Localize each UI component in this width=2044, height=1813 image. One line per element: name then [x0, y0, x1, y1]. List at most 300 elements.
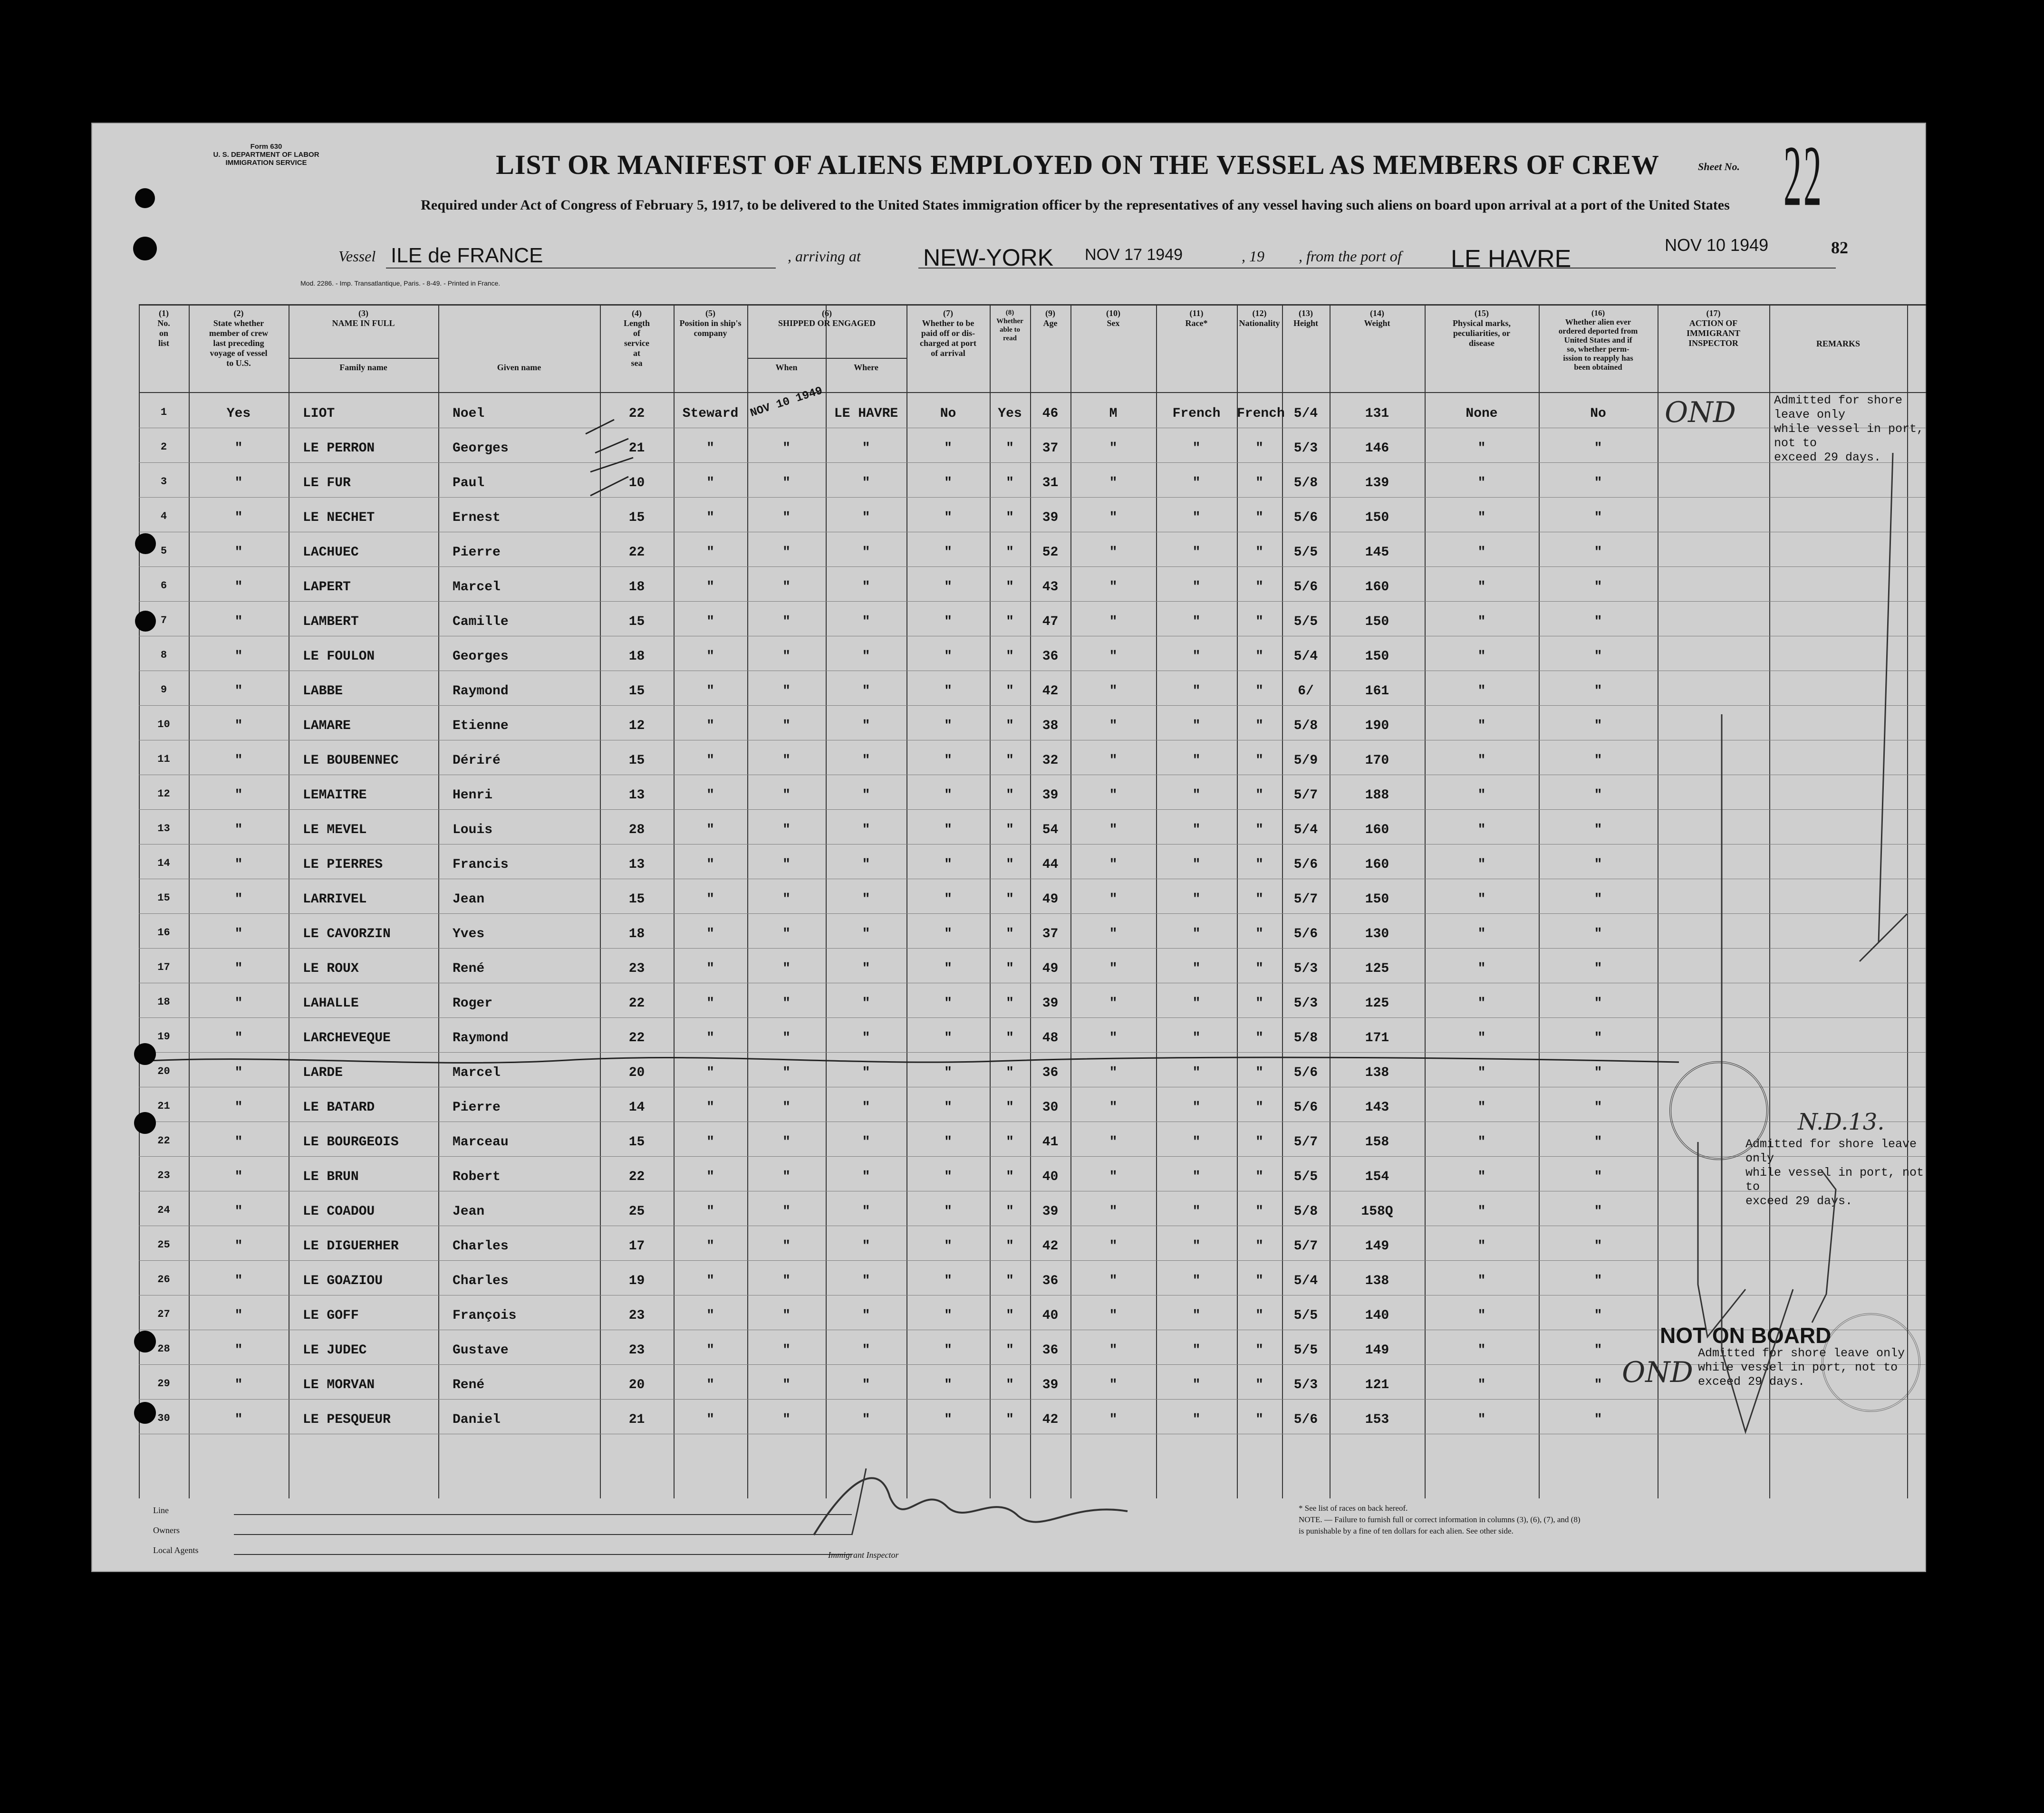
cell-position: " [706, 580, 714, 595]
cell-family: LE PERRON [303, 441, 375, 456]
manifest-footer [139, 1497, 1926, 1572]
cell-when: " [782, 823, 791, 837]
cell-position: " [706, 892, 714, 907]
cell-where: LE HAVRE [834, 406, 898, 421]
cell-nationality: " [1255, 476, 1263, 490]
sheet-extra-number: 82 [1831, 238, 1848, 257]
cell-nationality: " [1255, 1135, 1263, 1150]
cell-position: Steward [682, 406, 739, 421]
cell-given: Georges [453, 441, 509, 456]
cell-marks: " [1477, 996, 1486, 1011]
cell-height: 5/5 [1293, 614, 1318, 629]
cell-weight: 146 [1365, 441, 1389, 456]
cell-weight: 149 [1365, 1343, 1389, 1358]
cell-family: LARCHEVEQUE [303, 1031, 391, 1046]
cell-prev: " [234, 1274, 243, 1288]
cell-paid: " [944, 1170, 952, 1184]
cell-age: 30 [1042, 1100, 1059, 1115]
cell-age: 40 [1042, 1308, 1059, 1323]
cell-family: LE COADOU [303, 1204, 375, 1219]
cell-no: 3 [160, 476, 167, 488]
cell-family: LABBE [303, 684, 343, 699]
cell-given: Georges [453, 649, 509, 664]
cell-marks: " [1477, 476, 1486, 490]
cell-given: Robert [453, 1170, 501, 1184]
cell-height: 5/6 [1293, 857, 1318, 872]
cell-race: " [1192, 684, 1201, 699]
cell-when: " [782, 1378, 791, 1392]
cell-no: 24 [157, 1204, 170, 1216]
cell-position: " [706, 1378, 714, 1392]
cell-given: René [453, 1378, 485, 1392]
vessel-name: ILE de FRANCE [391, 244, 543, 267]
cell-race: " [1192, 927, 1201, 941]
cell-service: 14 [628, 1100, 645, 1115]
cell-read: " [1006, 476, 1014, 490]
cell-when: " [782, 961, 791, 976]
cell-given: Dériré [453, 753, 501, 768]
cell-age: 49 [1042, 892, 1059, 907]
cell-sex: " [1109, 1378, 1118, 1392]
cell-no: 22 [157, 1135, 170, 1147]
cell-read: " [1006, 1343, 1014, 1358]
cell-given: Francis [453, 857, 509, 872]
cell-deported: " [1594, 927, 1602, 941]
cell-weight: 150 [1365, 649, 1389, 664]
cell-given: Roger [453, 996, 493, 1011]
cell-paid: " [944, 1308, 952, 1323]
cell-age: 40 [1042, 1170, 1059, 1184]
cell-height: 5/4 [1293, 1274, 1318, 1288]
cell-nationality: " [1255, 545, 1263, 560]
cell-height: 6/ [1298, 684, 1314, 699]
cell-family: LE ROUX [303, 961, 359, 976]
cell-nationality: " [1255, 892, 1263, 907]
cell-family: LAMBERT [303, 614, 359, 629]
cell-no: 17 [157, 961, 170, 973]
cell-no: 29 [157, 1378, 170, 1390]
cell-nationality: French [1237, 406, 1285, 421]
cell-weight: 143 [1365, 1100, 1389, 1115]
cell-read: " [1006, 441, 1014, 456]
cell-sex: " [1109, 1031, 1118, 1046]
cell-weight: 150 [1365, 614, 1389, 629]
cell-paid: " [944, 614, 952, 629]
cell-race: " [1192, 1308, 1201, 1323]
cell-no: 25 [157, 1239, 170, 1251]
cell-height: 5/7 [1293, 1239, 1318, 1254]
cell-no: 9 [160, 684, 167, 696]
cell-when: " [782, 614, 791, 629]
departure-date: NOV 10 1949 [1665, 235, 1769, 255]
cell-no: 26 [157, 1274, 170, 1285]
cell-where: " [862, 580, 870, 595]
cell-given: Daniel [453, 1412, 501, 1427]
cell-when: " [782, 996, 791, 1011]
cell-weight: 145 [1365, 545, 1389, 560]
cell-height: 5/5 [1293, 1343, 1318, 1358]
cell-when: " [782, 753, 791, 768]
cell-prev: " [234, 961, 243, 976]
col-header-prev-voyage: (2) State whether member of crew last preceding voyage of vessel to U.S. [209, 308, 269, 368]
cell-height: 5/4 [1293, 823, 1318, 837]
cell-nationality: " [1255, 1204, 1263, 1219]
cell-age: 42 [1042, 1412, 1059, 1427]
cell-given: Louis [453, 823, 493, 837]
cell-weight: 160 [1365, 823, 1389, 837]
cell-given: Noel [453, 406, 485, 421]
cell-weight: 121 [1365, 1378, 1389, 1392]
cell-weight: 158Q [1361, 1204, 1393, 1219]
cell-age: 44 [1042, 857, 1059, 872]
cell-no: 12 [157, 788, 170, 800]
cell-read: " [1006, 649, 1014, 664]
handwritten-note: N.D.13. [1798, 1109, 1885, 1135]
cell-when: " [782, 441, 791, 456]
cell-prev: " [234, 1065, 243, 1080]
cell-age: 36 [1042, 1343, 1059, 1358]
arriving-port: NEW-YORK [923, 244, 1054, 271]
cell-where: " [862, 892, 870, 907]
cell-family: LACHUEC [303, 545, 359, 560]
cell-position: " [706, 1100, 714, 1115]
col-header-nationality: (12) Nationality [1239, 308, 1280, 328]
cell-family: LEMAITRE [303, 788, 367, 803]
cell-paid: " [944, 1204, 952, 1219]
cell-when: " [782, 1343, 791, 1358]
cell-where: " [862, 1100, 870, 1115]
cell-paid: " [944, 1135, 952, 1150]
cell-where: " [862, 1239, 870, 1254]
cell-where: " [862, 441, 870, 456]
inspector-initials: OND [1622, 1356, 1693, 1389]
year-label: , 19 [1242, 248, 1264, 265]
cell-nationality: " [1255, 1239, 1263, 1254]
cell-race: " [1192, 961, 1201, 976]
cell-paid: " [944, 961, 952, 976]
cell-deported: " [1594, 614, 1602, 629]
cell-height: 5/6 [1293, 510, 1318, 525]
cell-no: 5 [160, 545, 167, 557]
cell-prev: " [234, 823, 243, 837]
cell-height: 5/3 [1293, 996, 1318, 1011]
cell-read: " [1006, 1308, 1014, 1323]
required-text: Required under Act of Congress of February 5, 1917, to be delivered to the United States immigration officer by the representatives of any vessel having such aliens on board upon arrival at a port of the United States [421, 197, 1730, 213]
cell-weight: 150 [1365, 510, 1389, 525]
cell-race: " [1192, 719, 1201, 733]
punch-hole [135, 533, 156, 554]
cell-family: LAMARE [303, 719, 351, 733]
col-header-service: (4) Length of service at sea [623, 308, 650, 368]
cell-given: Henri [453, 788, 493, 803]
cell-sex: " [1109, 892, 1118, 907]
cell-where: " [862, 1378, 870, 1392]
cell-family: LE PESQUEUR [303, 1412, 391, 1427]
cell-family: LARRIVEL [303, 892, 367, 907]
cell-age: 47 [1042, 614, 1059, 629]
cell-paid: " [944, 441, 952, 456]
cell-prev: " [234, 1170, 243, 1184]
cell-where: " [862, 1412, 870, 1427]
cell-race: " [1192, 823, 1201, 837]
cell-family: LE MEVEL [303, 823, 367, 837]
col-header-inspector-action: (17) ACTION OF IMMIGRANT INSPECTOR [1687, 308, 1740, 348]
from-port: LE HAVRE [1451, 245, 1572, 273]
cell-race: " [1192, 1100, 1201, 1115]
cell-position: " [706, 545, 714, 560]
cell-paid: " [944, 996, 952, 1011]
cell-prev: " [234, 892, 243, 907]
cell-paid: " [944, 823, 952, 837]
cell-no: 10 [157, 719, 170, 730]
cell-where: " [862, 545, 870, 560]
cell-prev: " [234, 441, 243, 456]
cell-weight: 160 [1365, 580, 1389, 595]
cell-no: 16 [157, 927, 170, 939]
cell-race: French [1172, 406, 1221, 421]
cell-when: " [782, 684, 791, 699]
cell-prev: " [234, 1135, 243, 1150]
cell-given: François [453, 1308, 517, 1323]
cell-position: " [706, 684, 714, 699]
cell-paid: " [944, 1412, 952, 1427]
cell-nationality: " [1255, 857, 1263, 872]
cell-height: 5/5 [1293, 1308, 1318, 1323]
cell-no: 13 [157, 823, 170, 835]
cell-prev: " [234, 1343, 243, 1358]
cell-paid: " [944, 1378, 952, 1392]
punch-hole [134, 1331, 156, 1353]
col-header-weight: (14) Weight [1364, 308, 1390, 328]
cell-sex: " [1109, 753, 1118, 768]
cell-sex: " [1109, 580, 1118, 595]
cell-paid: " [944, 1065, 952, 1080]
cell-marks: " [1477, 1065, 1486, 1080]
cell-where: " [862, 1274, 870, 1288]
cell-height: 5/6 [1293, 580, 1318, 595]
cell-age: 31 [1042, 476, 1059, 490]
cell-paid: " [944, 892, 952, 907]
cell-sex: " [1109, 1065, 1118, 1080]
cell-position: " [706, 510, 714, 525]
cell-deported: " [1594, 1412, 1602, 1427]
cell-paid: " [944, 1343, 952, 1358]
cell-when: " [782, 1100, 791, 1115]
cell-marks: " [1477, 927, 1486, 941]
cell-position: " [706, 1170, 714, 1184]
cell-race: " [1192, 476, 1201, 490]
cell-nationality: " [1255, 441, 1263, 456]
cell-prev: " [234, 857, 243, 872]
cell-paid: " [944, 684, 952, 699]
cell-height: 5/3 [1293, 961, 1318, 976]
cell-where: " [862, 753, 870, 768]
line-label: Line [153, 1506, 169, 1515]
cell-no: 6 [160, 580, 167, 592]
cell-no: 14 [157, 857, 170, 869]
cell-position: " [706, 753, 714, 768]
cell-marks: " [1477, 1170, 1486, 1184]
cell-service: 22 [628, 545, 645, 560]
cell-nationality: " [1255, 996, 1263, 1011]
cell-weight: 138 [1365, 1065, 1389, 1080]
cell-age: 39 [1042, 510, 1059, 525]
cell-paid: " [944, 927, 952, 941]
cell-where: " [862, 719, 870, 733]
form-id: Form 630 U. S. DEPARTMENT OF LABOR IMMIGRATION SERVICE [213, 143, 319, 167]
cell-deported: " [1594, 441, 1602, 456]
cell-paid: " [944, 476, 952, 490]
cell-given: Pierre [453, 1100, 501, 1115]
cell-sex: " [1109, 1274, 1118, 1288]
inspector-label: Immigrant Inspector [828, 1550, 899, 1560]
cell-height: 5/6 [1293, 927, 1318, 941]
fine-note: NOTE. — Failure to furnish full or correct information in columns (3), (6), (7), and (8) is punishable by a fine of ten dollars for each alien. See other side. [1299, 1515, 1581, 1535]
cell-paid: " [944, 1100, 952, 1115]
cell-deported: " [1594, 961, 1602, 976]
cell-service: 28 [628, 823, 645, 837]
cell-sex: " [1109, 510, 1118, 525]
cell-where: " [862, 1170, 870, 1184]
cell-no: 4 [160, 510, 167, 522]
cell-where: " [862, 476, 870, 490]
cell-height: 5/6 [1293, 1412, 1318, 1427]
cell-where: " [862, 823, 870, 837]
cell-read: " [1006, 580, 1014, 595]
vessel-label: Vessel [338, 248, 376, 265]
cell-service: 15 [628, 892, 645, 907]
cell-family: LE NECHET [303, 510, 375, 525]
cell-age: 52 [1042, 545, 1059, 560]
cell-age: 39 [1042, 996, 1059, 1011]
cell-service: 15 [628, 510, 645, 525]
cell-position: " [706, 1204, 714, 1219]
cell-service: 23 [628, 1308, 645, 1323]
cell-read: " [1006, 1412, 1014, 1427]
punch-hole [134, 1402, 156, 1424]
cell-position: " [706, 1135, 714, 1150]
cell-where: " [862, 788, 870, 803]
cell-service: 15 [628, 753, 645, 768]
cell-sex: " [1109, 1412, 1118, 1427]
local-agents-label: Local Agents [153, 1545, 199, 1555]
cell-weight: 161 [1365, 684, 1389, 699]
cell-family: LE BOUBENNEC [303, 753, 399, 768]
cell-race: " [1192, 1274, 1201, 1288]
cell-marks: " [1477, 857, 1486, 872]
cell-when: " [782, 476, 791, 490]
inspector-signature [795, 1454, 1137, 1549]
cell-family: LE CAVORZIN [303, 927, 391, 941]
cell-race: " [1192, 1135, 1201, 1150]
cell-height: 5/6 [1293, 1065, 1318, 1080]
cell-paid: " [944, 545, 952, 560]
cell-race: " [1192, 614, 1201, 629]
cell-age: 43 [1042, 580, 1059, 595]
pen-marks [139, 306, 1926, 1498]
cell-height: 5/9 [1293, 753, 1318, 768]
cell-sex: " [1109, 1343, 1118, 1358]
col-header-deported: (16) Whether alien ever ordered deported from United States and if so, whether perm- ission to reapply has been obtained [1558, 308, 1638, 372]
cell-weight: 153 [1365, 1412, 1389, 1427]
cell-weight: 158 [1365, 1135, 1389, 1150]
cell-deported: " [1594, 857, 1602, 872]
cell-read: " [1006, 1065, 1014, 1080]
cell-when: " [782, 927, 791, 941]
cell-paid: " [944, 1031, 952, 1046]
cell-height: 5/7 [1293, 788, 1318, 803]
cell-given: Pierre [453, 545, 501, 560]
cell-read: " [1006, 753, 1014, 768]
cell-when: " [782, 1412, 791, 1427]
col-header-when: When [775, 363, 798, 372]
cell-service: 20 [628, 1378, 645, 1392]
cell-no: 7 [160, 614, 167, 626]
cell-marks: " [1477, 684, 1486, 699]
cell-when: " [782, 1274, 791, 1288]
cell-no: 27 [157, 1308, 170, 1320]
cell-age: 37 [1042, 441, 1059, 456]
cell-sex: " [1109, 649, 1118, 664]
cell-position: " [706, 1308, 714, 1323]
cell-position: " [706, 927, 714, 941]
cell-race: " [1192, 649, 1201, 664]
cell-age: 54 [1042, 823, 1059, 837]
cell-marks: " [1477, 823, 1486, 837]
cell-nationality: " [1255, 1100, 1263, 1115]
cell-no: 11 [157, 753, 170, 765]
cell-given: Ernest [453, 510, 501, 525]
cell-given: Raymond [453, 1031, 509, 1046]
cell-age: 39 [1042, 1204, 1059, 1219]
cell-where: " [862, 927, 870, 941]
cell-deported: " [1594, 1274, 1602, 1288]
cell-read: " [1006, 1378, 1014, 1392]
cell-deported: " [1594, 545, 1602, 560]
cell-weight: 130 [1365, 927, 1389, 941]
cell-service: 18 [628, 580, 645, 595]
cell-marks: " [1477, 441, 1486, 456]
cell-where: " [862, 996, 870, 1011]
cell-deported: " [1594, 823, 1602, 837]
punch-hole [134, 1043, 156, 1065]
cell-sex: " [1109, 996, 1118, 1011]
cell-read: " [1006, 788, 1014, 803]
cell-race: " [1192, 1170, 1201, 1184]
cell-where: " [862, 1135, 870, 1150]
cell-prev: " [234, 476, 243, 490]
cell-race: " [1192, 1412, 1201, 1427]
cell-race: " [1192, 510, 1201, 525]
cell-given: Yves [453, 927, 485, 941]
cell-weight: 190 [1365, 719, 1389, 733]
cell-prev: " [234, 996, 243, 1011]
cell-read: " [1006, 1031, 1014, 1046]
cell-deported: " [1594, 649, 1602, 664]
cell-sex: " [1109, 614, 1118, 629]
not-on-board-stamp: NOT ON BOARD [1660, 1323, 1832, 1348]
cell-marks: " [1477, 1308, 1486, 1323]
cell-read: Yes [998, 406, 1022, 421]
cell-nationality: " [1255, 1031, 1263, 1046]
cell-height: 5/8 [1293, 719, 1318, 733]
cell-nationality: " [1255, 719, 1263, 733]
cell-nationality: " [1255, 1308, 1263, 1323]
cell-marks: " [1477, 892, 1486, 907]
col-header-remarks: REMARKS [1816, 339, 1860, 348]
cell-paid: " [944, 719, 952, 733]
cell-paid: " [944, 857, 952, 872]
